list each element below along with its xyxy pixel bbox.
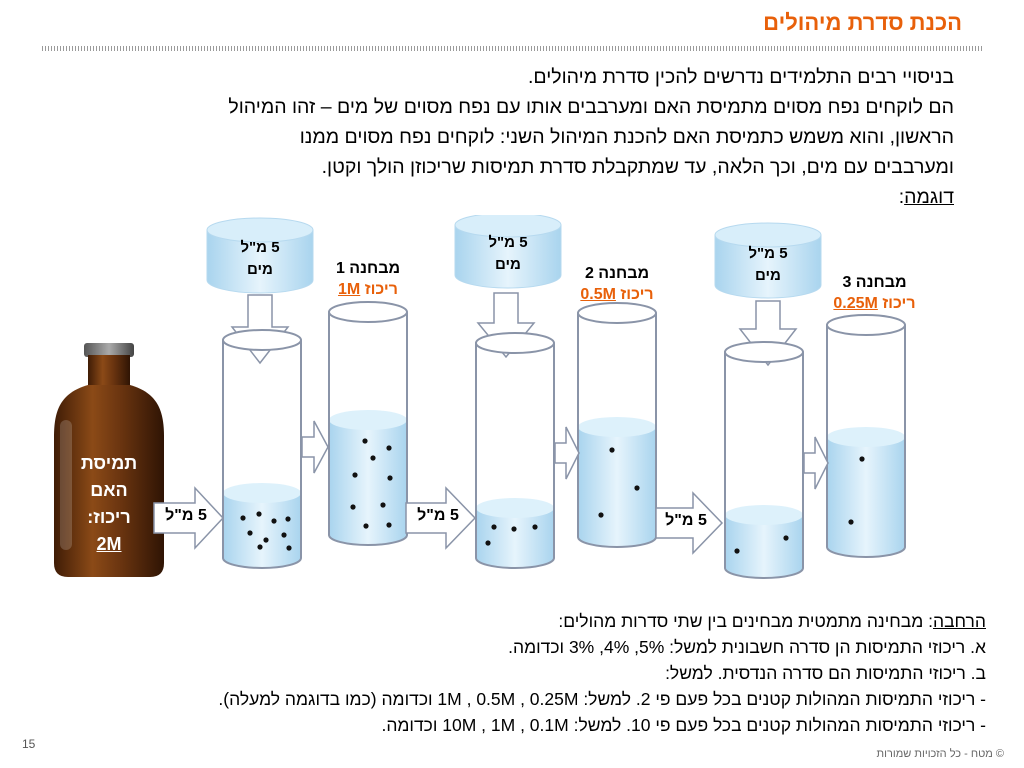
down-arrow-1 xyxy=(232,295,288,363)
extension-line-a: א. ריכוזי התמיסות הן סדרה חשבונית למשל: 5%, 4%, 3% וכדומה. xyxy=(508,637,986,657)
extension-line-b: ב. ריכוזי התמיסות הם סדרה הנדסית. למשל: xyxy=(665,663,986,683)
water-label-2 xyxy=(468,232,548,276)
water-label-1 xyxy=(220,237,300,281)
test-tube-concentration xyxy=(812,293,937,314)
conc-value: 1M xyxy=(338,281,361,298)
conc-word: ריכוז xyxy=(620,286,654,303)
example-label: דוגמה xyxy=(904,186,954,208)
extension-bullet-2: - ריכוזי התמיסות המהולות קטנים בכל פעם פי 10. למשל: 10M , 1M , 0.1M וכדומה. xyxy=(381,715,986,735)
right-arrow-mix-2 xyxy=(555,427,579,479)
intro-line: ומערבבים עם מים, וכך הלאה, עד שמתקבלת סדרת תמיסות שריכוזן הולך וקטן. xyxy=(321,156,954,178)
intro-line: הם לוקחים נפח מסוים מתמיסת האם ומערבבים אותו עם נפח מסוים של מים – זהו המיהול xyxy=(228,96,954,118)
test-tube-1-graphic xyxy=(329,302,407,545)
transfer-arrow-3-label: 5 מ"ל xyxy=(665,512,707,529)
title-divider xyxy=(42,46,982,51)
dilution-diagram xyxy=(0,215,1024,595)
mix-cylinder-1 xyxy=(223,330,301,568)
bottle-neck xyxy=(88,355,130,385)
test-tube-name: מבחנה 1 xyxy=(335,260,401,277)
extension-heading xyxy=(6,608,986,634)
intro-line: בניסויי רבים התלמידים נדרשים להכין סדרת מיהולים. xyxy=(527,66,954,88)
conc-value: 0.5M xyxy=(580,286,616,303)
mix-cylinder-3 xyxy=(725,342,803,578)
test-tube-concentration xyxy=(562,284,672,305)
page-number: 15 xyxy=(22,737,36,751)
copyright-footer: © מטח - כל הזכויות שמורות xyxy=(876,748,1004,760)
example-heading xyxy=(54,182,954,212)
test-tube-name: מבחנה 2 xyxy=(584,265,650,282)
mix-cylinder-2 xyxy=(476,333,554,568)
test-tube-name: מבחנה 3 xyxy=(842,274,907,291)
example-colon: : xyxy=(898,186,905,208)
test-tube-1-label xyxy=(318,258,418,300)
conc-word: ריכוז xyxy=(364,281,398,298)
water-word: מים xyxy=(247,261,273,278)
intro-line: הראשון, והוא משמש כתמיסת האם להכנת המיהול השני: לוקחים נפח מסוים ממנו xyxy=(299,126,954,148)
bottle-label-line: ריכוז: xyxy=(87,507,131,527)
bottle-concentration: 2M xyxy=(96,534,122,554)
transfer-arrow-1-label: 5 מ"ל xyxy=(165,507,207,524)
water-word: מים xyxy=(495,256,521,273)
bottle-label-line: תמיסת xyxy=(80,453,138,473)
right-arrow-mix-3 xyxy=(804,437,828,489)
test-tube-3-label xyxy=(812,272,937,314)
test-tube-2-label xyxy=(562,263,672,305)
extension-heading-label: הרחבה xyxy=(933,611,986,631)
test-tube-3-graphic xyxy=(827,315,905,557)
right-arrow-mix-1 xyxy=(302,421,328,473)
test-tube-2-graphic xyxy=(578,303,656,547)
extension-bullet-1: - ריכוזי התמיסות המהולות קטנים בכל פעם פי 2. למשל: 1M , 0.5M , 0.25M וכדומה (כמו בדוגמה למעלה). xyxy=(218,689,986,709)
extension-text xyxy=(6,608,986,738)
water-amount: 5 מ"ל xyxy=(488,234,528,251)
water-amount: 5 מ"ל xyxy=(240,239,280,256)
transfer-arrow-2-label: 5 מ"ל xyxy=(417,507,459,524)
bottle-cap xyxy=(84,343,134,357)
water-amount: 5 מ"ל xyxy=(748,245,788,262)
water-label-3 xyxy=(728,243,808,287)
test-tube-concentration xyxy=(318,279,418,300)
extension-heading-rest: : מבחינה מתמטית מבחינים בין שתי סדרות מהולים: xyxy=(558,611,933,631)
bottle-label xyxy=(60,450,158,558)
slide-title: הכנת סדרת מיהולים xyxy=(763,10,962,35)
water-word: מים xyxy=(755,267,781,284)
conc-word: ריכוז xyxy=(882,295,916,312)
intro-text xyxy=(54,62,954,212)
conc-value: 0.25M xyxy=(833,295,878,312)
bottle-label-line: האם xyxy=(90,480,128,500)
